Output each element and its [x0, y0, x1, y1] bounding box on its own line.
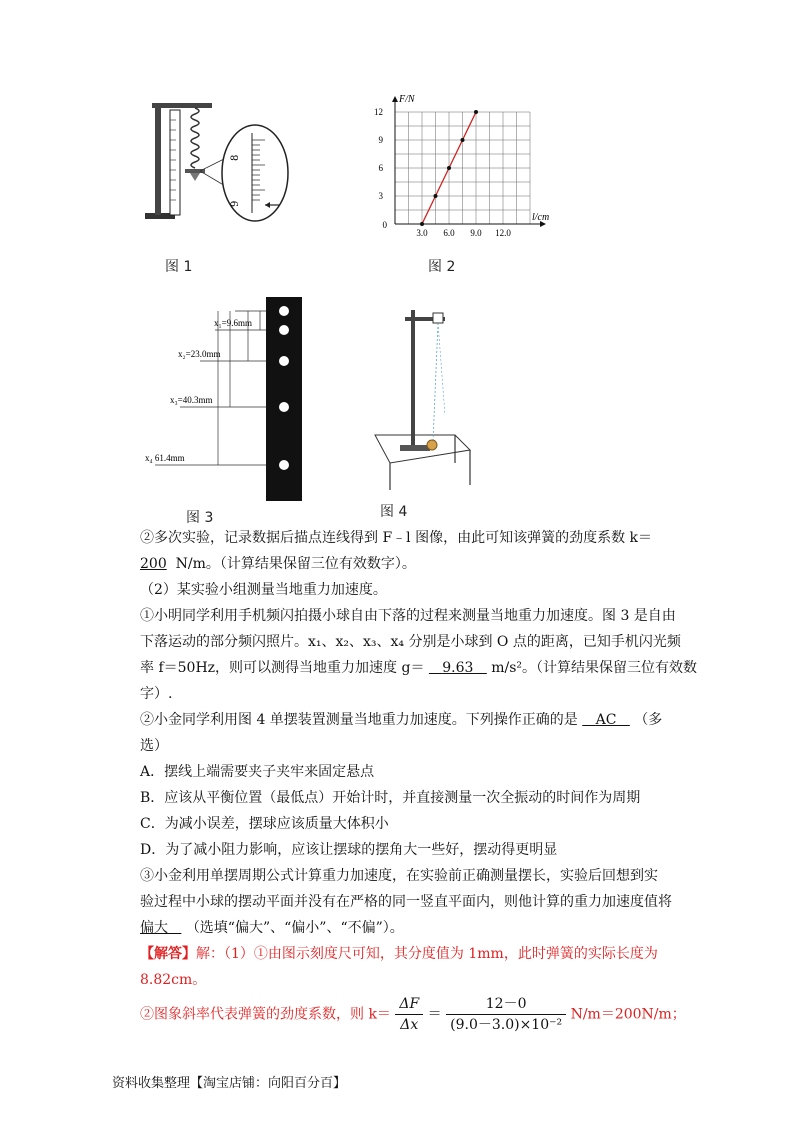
ruler	[170, 110, 180, 215]
footer: 资料收集整理【淘宝店铺：向阳百分百】	[112, 1076, 347, 1091]
p2-3-line-2: 验过程中小球的摆动平面并没有在严格的同一竖直平面内，则他计算的重力加速度值将	[140, 894, 672, 910]
y-axis-label: F/N	[399, 94, 415, 105]
y-tick-label: 3	[378, 191, 383, 201]
figure-4-caption: 图 4	[380, 504, 408, 520]
option-b: B．应该从平衡位置（最低点）开始计时，并直接测量一次全振动的时间作为周期	[140, 790, 641, 806]
ball-image-4	[279, 460, 289, 470]
answer-line-3: ②图象斜率代表弹簧的劲度系数，则 k＝ $\frac{\Delta F}{\Delta x}$ ＝ $\frac{12-0}{\text{(9.0－3.0)×10⁻²}}$ N/m＝200N/m；	[140, 996, 686, 1033]
data-point	[420, 222, 424, 226]
p2-1-line-1: ①小明同学利用手机频闪拍摄小球自由下落的过程来测量当地重力加速度。图 3 是自由	[140, 608, 676, 624]
p2-1-line-2: 下落运动的部分频闪照片。x₁、x₂、x₃、x₄ 分别是小球到 O 点的距离，已知手机闪光频	[140, 634, 681, 650]
stand-pole	[155, 105, 161, 215]
y-tick-label: 12	[374, 107, 383, 117]
data-point	[434, 194, 438, 198]
x4-label: x₄ 61.4mm	[145, 453, 185, 463]
option-d: D．为了减小阻力影响，应该让摆球的摆角大一些好，摆动得更明显	[140, 842, 558, 858]
ball-image-0	[279, 306, 289, 316]
ball-image-3	[279, 402, 289, 412]
answer-line-2: 8.82cm。	[140, 972, 207, 988]
figure-1-caption: 图 1	[165, 259, 193, 275]
pendulum-answer: AC	[595, 712, 617, 728]
scale-label-9: 9	[230, 200, 241, 207]
answer-tag: 【解答】	[140, 946, 196, 962]
scale-label-8: 8	[230, 154, 241, 161]
p2-3-line-1: ③小金利用单摆周期公式计算重力加速度，在实验前正确测量摆长，实验后回想到实	[140, 868, 658, 884]
fraction-df-dx: $\frac{\Delta F}{\Delta x}$	[395, 994, 423, 1035]
figure-3-strobe-photo	[140, 295, 310, 505]
x1-label: x₁=9.6mm	[214, 318, 252, 328]
x-tick-label: 9.0	[470, 228, 482, 238]
bias-answer: 偏大	[140, 920, 168, 936]
pendulum-ball	[427, 440, 437, 450]
x-axis-label: l/cm	[532, 212, 550, 223]
p2-1-line-3: 率 f＝50Hz，则可以测得当地重力加速度 g＝ 9.63 m/s²。（计算结果保留三位有效数	[140, 660, 698, 676]
clamp	[433, 313, 443, 323]
option-a: A．摆线上端需要夹子夹牢来固定悬点	[140, 764, 375, 780]
chart-grid	[395, 112, 530, 224]
spring	[191, 108, 199, 168]
p2-1-line-4: 字）.	[140, 686, 173, 702]
x2-label: x₂=23.0mm	[178, 349, 221, 359]
section-2-heading: （2）某实验小组测量当地重力加速度。	[140, 582, 387, 598]
stand-arm	[152, 103, 212, 108]
fraction-values: $\frac{12-0}{\text{(9.0－3.0)×10⁻²}}$	[446, 994, 566, 1035]
figure-2-chart	[355, 92, 555, 242]
weight-hook	[190, 173, 200, 181]
data-point	[461, 138, 465, 142]
pendulum-string	[433, 323, 438, 442]
x-tick-label: 3.0	[416, 228, 428, 238]
data-point	[474, 110, 478, 114]
x-tick-label: 6.0	[443, 228, 455, 238]
origin-label: 0	[382, 220, 387, 230]
figure-3-caption: 图 3	[186, 510, 214, 526]
figure-1-spring-apparatus	[140, 95, 300, 230]
p2-2-line-2: 选）	[140, 738, 168, 754]
q2-answer: 200	[140, 556, 167, 572]
y-axis-arrow	[392, 96, 398, 102]
y-tick-label: 6	[378, 163, 383, 173]
g-answer: 9.63	[442, 660, 474, 676]
ball-image-1	[279, 325, 289, 335]
stand-rod	[411, 310, 415, 448]
x-tick-label: 12.0	[495, 228, 511, 238]
q2-line-1: ②多次实验，记录数据后描点连线得到 F﹣l 图像，由此可知该弹簧的劲度系数 k＝	[140, 530, 653, 546]
p2-3-line-3: 偏大 （选填“偏大”、“偏小”、“不偏”）。	[140, 920, 404, 936]
y-tick-label: 9	[378, 135, 383, 145]
figure-2-caption: 图 2	[428, 259, 456, 275]
chart-axes	[392, 96, 546, 227]
ball-image-2	[279, 356, 289, 366]
option-c: C．为减小误差，摆球应该质量大体积小	[140, 816, 389, 832]
x3-label: x₃=40.3mm	[170, 395, 213, 405]
chart-labels	[374, 94, 549, 238]
answer-line-1: 【解答】解：（1）①由图示刻度尺可知，其分度值为 1mm，此时弹簧的实际长度为	[140, 946, 658, 962]
data-point	[447, 166, 451, 170]
stand-base	[400, 445, 430, 451]
p2-2-line-1: ②小金同学利用图 4 单摆装置测量当地重力加速度。下列操作正确的是 AC （多	[140, 712, 663, 728]
figure-4-pendulum	[345, 295, 475, 495]
q2-line-2: 200 N/m。（计算结果保留三位有效数字）。	[140, 556, 416, 572]
